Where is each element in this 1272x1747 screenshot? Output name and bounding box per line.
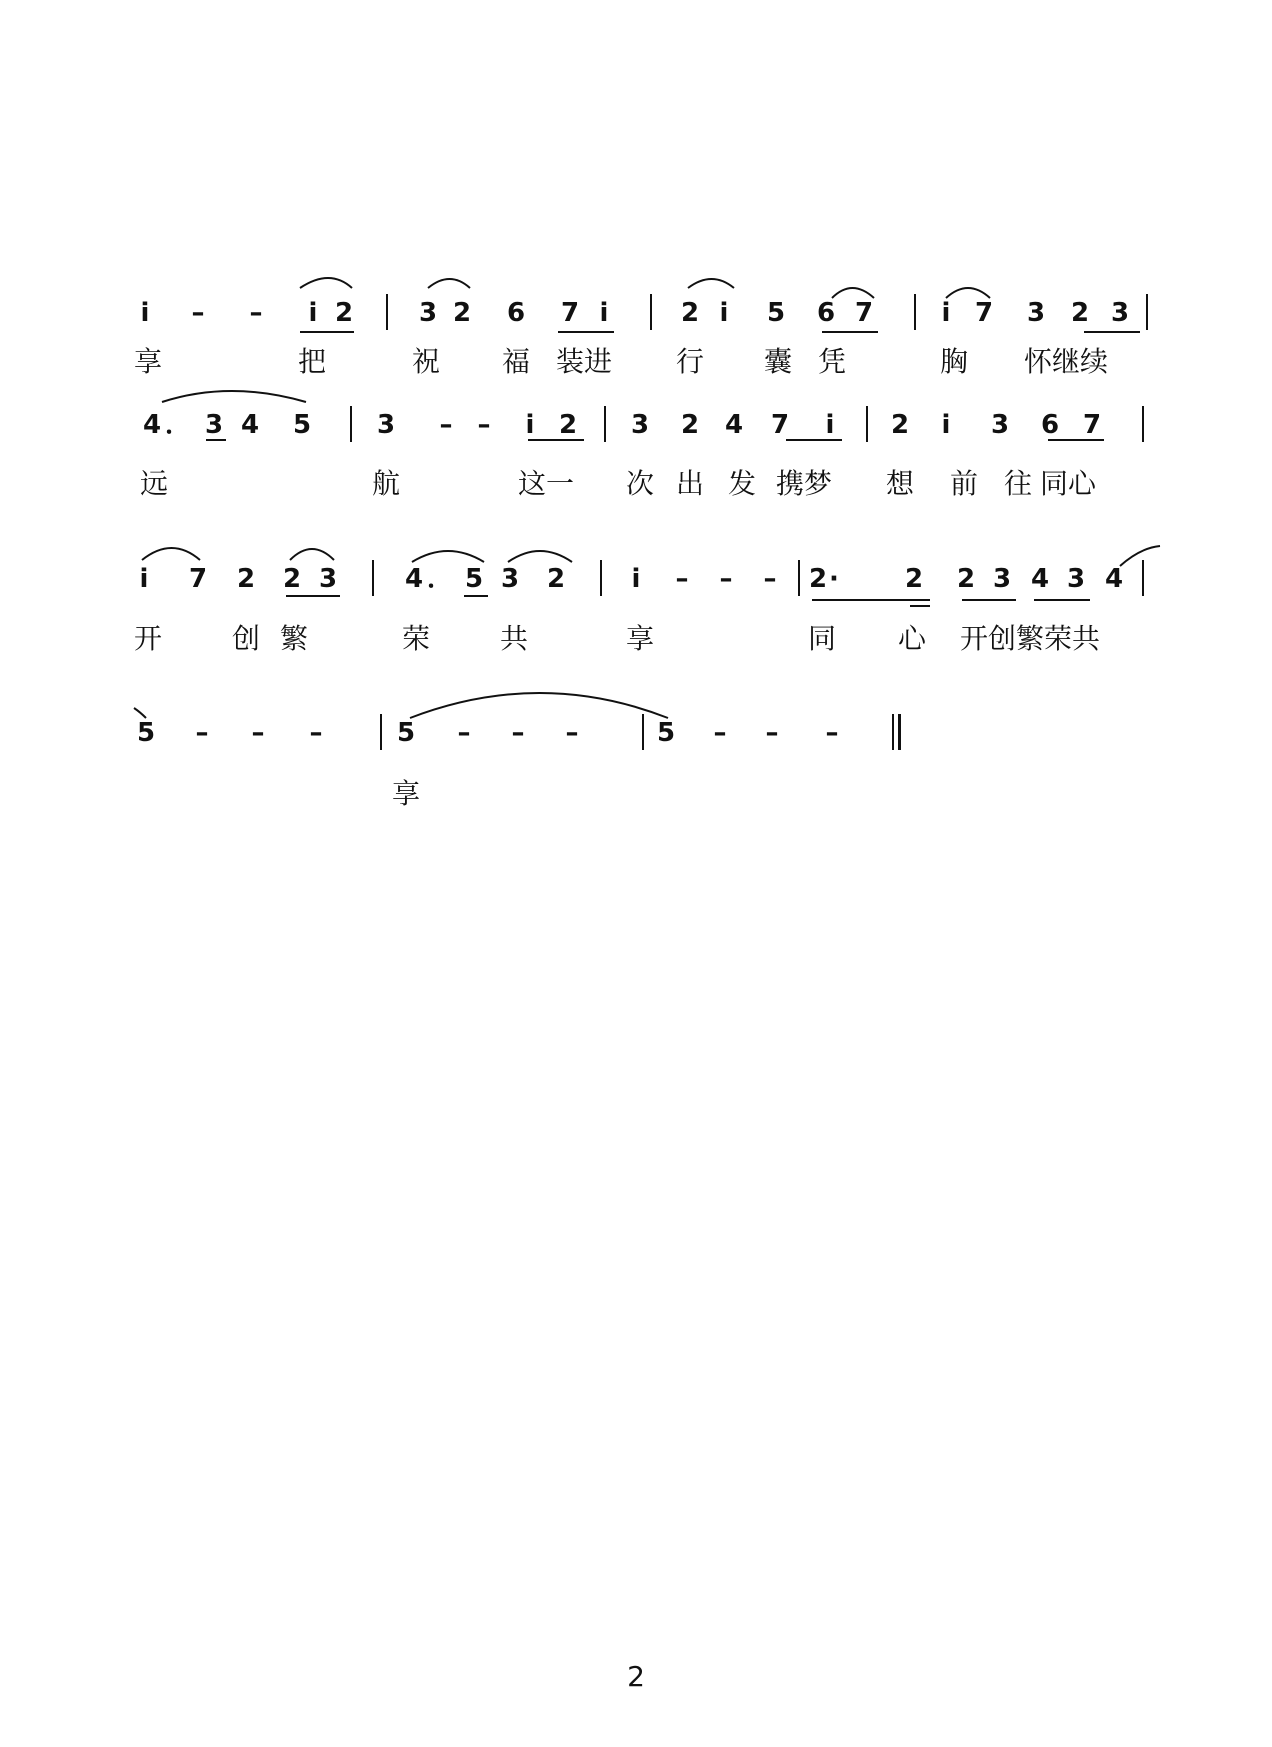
note: 2 xyxy=(236,564,256,594)
note: i xyxy=(140,298,150,328)
note: 5 xyxy=(766,298,786,328)
note: 3 xyxy=(630,410,650,440)
lyric: 次 xyxy=(626,467,655,500)
note: 3 xyxy=(418,298,438,328)
barline xyxy=(866,406,868,442)
lyric: 开 xyxy=(134,622,163,655)
lyric: 开创繁荣共 xyxy=(960,622,1101,655)
barline xyxy=(386,294,388,330)
note: 2 xyxy=(808,564,828,594)
lyric: 这一 xyxy=(518,467,575,500)
barline xyxy=(350,406,352,442)
dash-sustain: – xyxy=(251,718,265,748)
note: i xyxy=(631,564,641,594)
note: 3 xyxy=(990,410,1010,440)
note: 7 xyxy=(854,298,874,328)
lyric: 享 xyxy=(626,622,655,655)
barline xyxy=(1142,406,1144,442)
lyric: 想 xyxy=(886,467,915,500)
barline xyxy=(600,560,602,596)
note: · xyxy=(829,564,839,594)
note: 4 xyxy=(142,410,162,440)
lyric: 携梦 xyxy=(776,467,833,500)
barline xyxy=(372,560,374,596)
lyric: 心 xyxy=(898,622,927,655)
dash-sustain: – xyxy=(763,564,777,594)
note: 2 xyxy=(890,410,910,440)
dash-sustain: – xyxy=(565,718,579,748)
note: 5 xyxy=(464,564,484,594)
note: 3 xyxy=(376,410,396,440)
lyric: 胸 xyxy=(940,345,969,378)
note: 2 xyxy=(546,564,566,594)
note: ． xyxy=(164,410,192,440)
slur xyxy=(946,288,990,298)
slur xyxy=(162,391,306,402)
lyric: 航 xyxy=(372,467,401,500)
note: 3 xyxy=(204,410,224,440)
lyric: 繁 xyxy=(280,622,309,655)
slur xyxy=(412,551,484,562)
lyric: 荣 xyxy=(402,622,431,655)
note: 7 xyxy=(1082,410,1102,440)
barline xyxy=(650,294,652,330)
lyric: 祝 xyxy=(412,345,441,378)
lyric: 远 xyxy=(140,467,169,500)
slur xyxy=(508,551,572,562)
dash-sustain: – xyxy=(713,718,727,748)
lyric: 共 xyxy=(500,622,529,655)
dash-sustain: – xyxy=(195,718,209,748)
lyric: 享 xyxy=(392,777,421,810)
note: 7 xyxy=(770,410,790,440)
note: 3 xyxy=(1026,298,1046,328)
final-barline xyxy=(898,714,901,750)
dash-sustain: – xyxy=(457,718,471,748)
note: i xyxy=(825,410,835,440)
lyric: 行 xyxy=(676,345,705,378)
note: 2 xyxy=(558,410,578,440)
note: 2 xyxy=(282,564,302,594)
barline xyxy=(380,714,382,750)
note: 7 xyxy=(560,298,580,328)
final-barline-thin xyxy=(892,714,894,750)
dash-sustain: – xyxy=(675,564,689,594)
dash-sustain: – xyxy=(825,718,839,748)
note: i xyxy=(941,298,951,328)
lyric: 创 xyxy=(232,622,261,655)
dash-sustain: – xyxy=(719,564,733,594)
note: 3 xyxy=(500,564,520,594)
note: 2 xyxy=(680,410,700,440)
lyric: 同心 xyxy=(1040,467,1097,500)
note: 6 xyxy=(1040,410,1060,440)
note: 4 xyxy=(404,564,424,594)
note: 3 xyxy=(1066,564,1086,594)
dash-sustain: – xyxy=(477,410,491,440)
note: 4 xyxy=(240,410,260,440)
dash-sustain: – xyxy=(191,298,205,328)
lyric: 往 xyxy=(1004,467,1033,500)
note: 3 xyxy=(992,564,1012,594)
barline xyxy=(1142,560,1144,596)
slur xyxy=(142,548,200,560)
dash-sustain: – xyxy=(309,718,323,748)
note: 4 xyxy=(1030,564,1050,594)
barline xyxy=(604,406,606,442)
note: 2 xyxy=(1070,298,1090,328)
page-number: 2 xyxy=(627,1660,645,1693)
note: 4 xyxy=(1104,564,1124,594)
lyric: 前 xyxy=(950,467,979,500)
note: 7 xyxy=(188,564,208,594)
note: i xyxy=(941,410,951,440)
slur xyxy=(410,693,668,718)
lyric: 出 xyxy=(676,467,705,500)
note: 7 xyxy=(974,298,994,328)
lyric: 把 xyxy=(298,345,327,378)
note: ． xyxy=(426,564,454,594)
dash-sustain: – xyxy=(439,410,453,440)
lyric: 福 xyxy=(502,345,531,378)
note: i xyxy=(139,564,149,594)
note: 5 xyxy=(292,410,312,440)
note: i xyxy=(719,298,729,328)
note: 5 xyxy=(396,718,416,748)
barline xyxy=(642,714,644,750)
lyric: 同 xyxy=(808,622,837,655)
barline xyxy=(1146,294,1148,330)
lyric: 怀继续 xyxy=(1024,345,1109,378)
barline xyxy=(914,294,916,330)
lyric: 囊 xyxy=(764,345,793,378)
dash-sustain: – xyxy=(511,718,525,748)
lyric: 凭 xyxy=(818,345,847,378)
slur xyxy=(688,279,734,288)
barline xyxy=(798,560,800,596)
lyric: 享 xyxy=(134,345,163,378)
note: i xyxy=(308,298,318,328)
lyric: 发 xyxy=(728,467,757,500)
note: 6 xyxy=(506,298,526,328)
slur xyxy=(428,279,470,288)
slur xyxy=(134,708,146,718)
note: 3 xyxy=(1110,298,1130,328)
slur xyxy=(300,278,352,288)
note: 4 xyxy=(724,410,744,440)
note: i xyxy=(525,410,535,440)
note: 2 xyxy=(334,298,354,328)
lyric: 装进 xyxy=(556,345,613,378)
dash-sustain: – xyxy=(765,718,779,748)
note: i xyxy=(599,298,609,328)
slur xyxy=(832,288,874,298)
dash-sustain: – xyxy=(249,298,263,328)
slur xyxy=(290,549,334,560)
note: 5 xyxy=(136,718,156,748)
note: 2 xyxy=(904,564,924,594)
slur xyxy=(1120,546,1160,566)
note: 2 xyxy=(680,298,700,328)
note: 6 xyxy=(816,298,836,328)
note: 2 xyxy=(452,298,472,328)
note: 5 xyxy=(656,718,676,748)
note: 3 xyxy=(318,564,338,594)
note: 2 xyxy=(956,564,976,594)
